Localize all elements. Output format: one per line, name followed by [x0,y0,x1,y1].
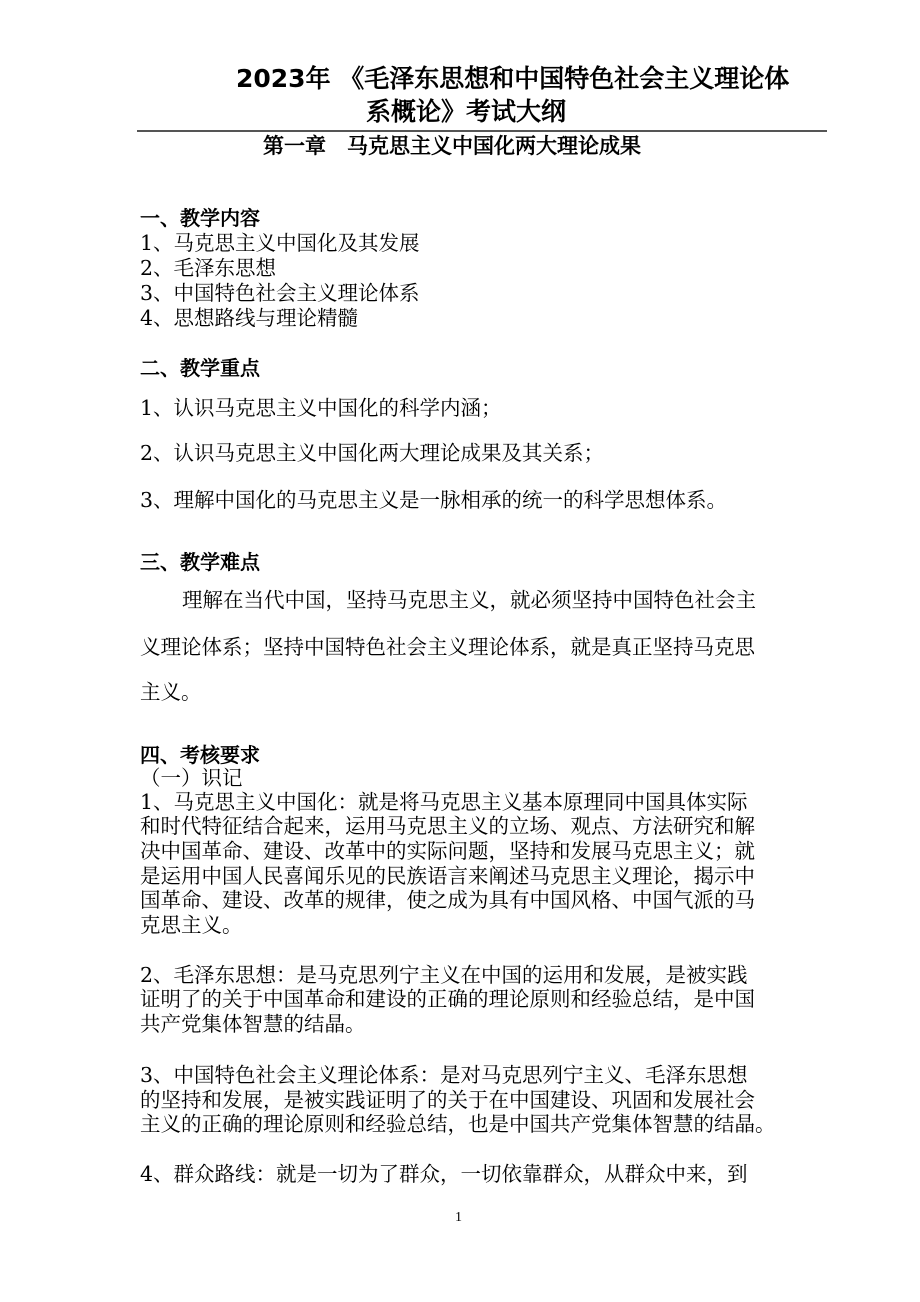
paragraph-line: 和时代特征结合起来，运用马克思主义的立场、观点、方法研究和解 [140,814,755,838]
paragraph-line: 证明了的关于中国革命和建设的正确的理论原则和经验总结，是中国 [140,987,755,1011]
section-heading-content: 一、教学内容 [140,206,260,230]
paragraph-line: 4、群众路线：就是一切为了群众，一切依靠群众，从群众中来，到 [140,1162,748,1186]
title-divider [137,130,827,132]
paragraph-line: 国革命、建设、改革的规律，使之成为具有中国风格、中国气派的马 [140,888,755,912]
paragraph-line: 决中国革命、建设、改革中的实际问题，坚持和发展马克思主义；就 [140,839,755,863]
paragraph-line: 克思主义。 [140,913,243,937]
paragraph-line: 共产党集体智慧的结晶。 [140,1012,366,1036]
paragraph-line: 是运用中国人民喜闻乐见的民族语言来阐述马克思主义理论，揭示中 [140,864,755,888]
paragraph-line: 3、中国特色社会主义理论体系：是对马克思列宁主义、毛泽东思想 [140,1063,748,1087]
page-number: 1 [455,1210,462,1225]
paragraph-line: 义理论体系；坚持中国特色社会主义理论体系，就是真正坚持马克思 [140,635,755,659]
list-item: 2、毛泽东思想 [140,256,277,280]
paragraph-line: 主义。 [140,680,202,704]
list-item: 3、中国特色社会主义理论体系 [140,281,420,305]
paragraph-line: 主义的正确的理论原则和经验总结，也是中国共产党集体智慧的结晶。 [140,1112,776,1136]
section-heading-focus: 二、教学重点 [140,356,260,380]
list-item: 4、思想路线与理论精髓 [140,306,359,330]
paragraph-line: 2、毛泽东思想：是马克思列宁主义在中国的运用和发展，是被实践 [140,963,748,987]
paragraph-line: 的坚持和发展，是被实践证明了的关于在中国建设、巩固和发展社会 [140,1088,755,1112]
doc-title-line1: 2023年 《毛泽东思想和中国特色社会主义理论体 [236,64,790,93]
paragraph-line: 理解在当代中国，坚持马克思主义，就必须坚持中国特色社会主 [182,588,756,612]
section-heading-requirements: 四、考核要求 [140,743,260,767]
paragraph-line: 1、马克思主义中国化：就是将马克思主义基本原理同中国具体实际 [140,790,748,814]
list-item: 1、马克思主义中国化及其发展 [140,231,420,255]
list-item: 2、认识马克思主义中国化两大理论成果及其关系； [140,441,605,465]
subheading: （一）识记 [140,766,243,790]
chapter-heading: 第一章 马克思主义中国化两大理论成果 [263,134,641,158]
doc-title-line2: 系概论》考试大纲 [366,97,567,126]
list-item: 1、认识马克思主义中国化的科学内涵； [140,396,502,420]
section-heading-difficulty: 三、教学难点 [140,550,260,574]
list-item: 3、理解中国化的马克思主义是一脉相承的统一的科学思想体系。 [140,488,728,512]
